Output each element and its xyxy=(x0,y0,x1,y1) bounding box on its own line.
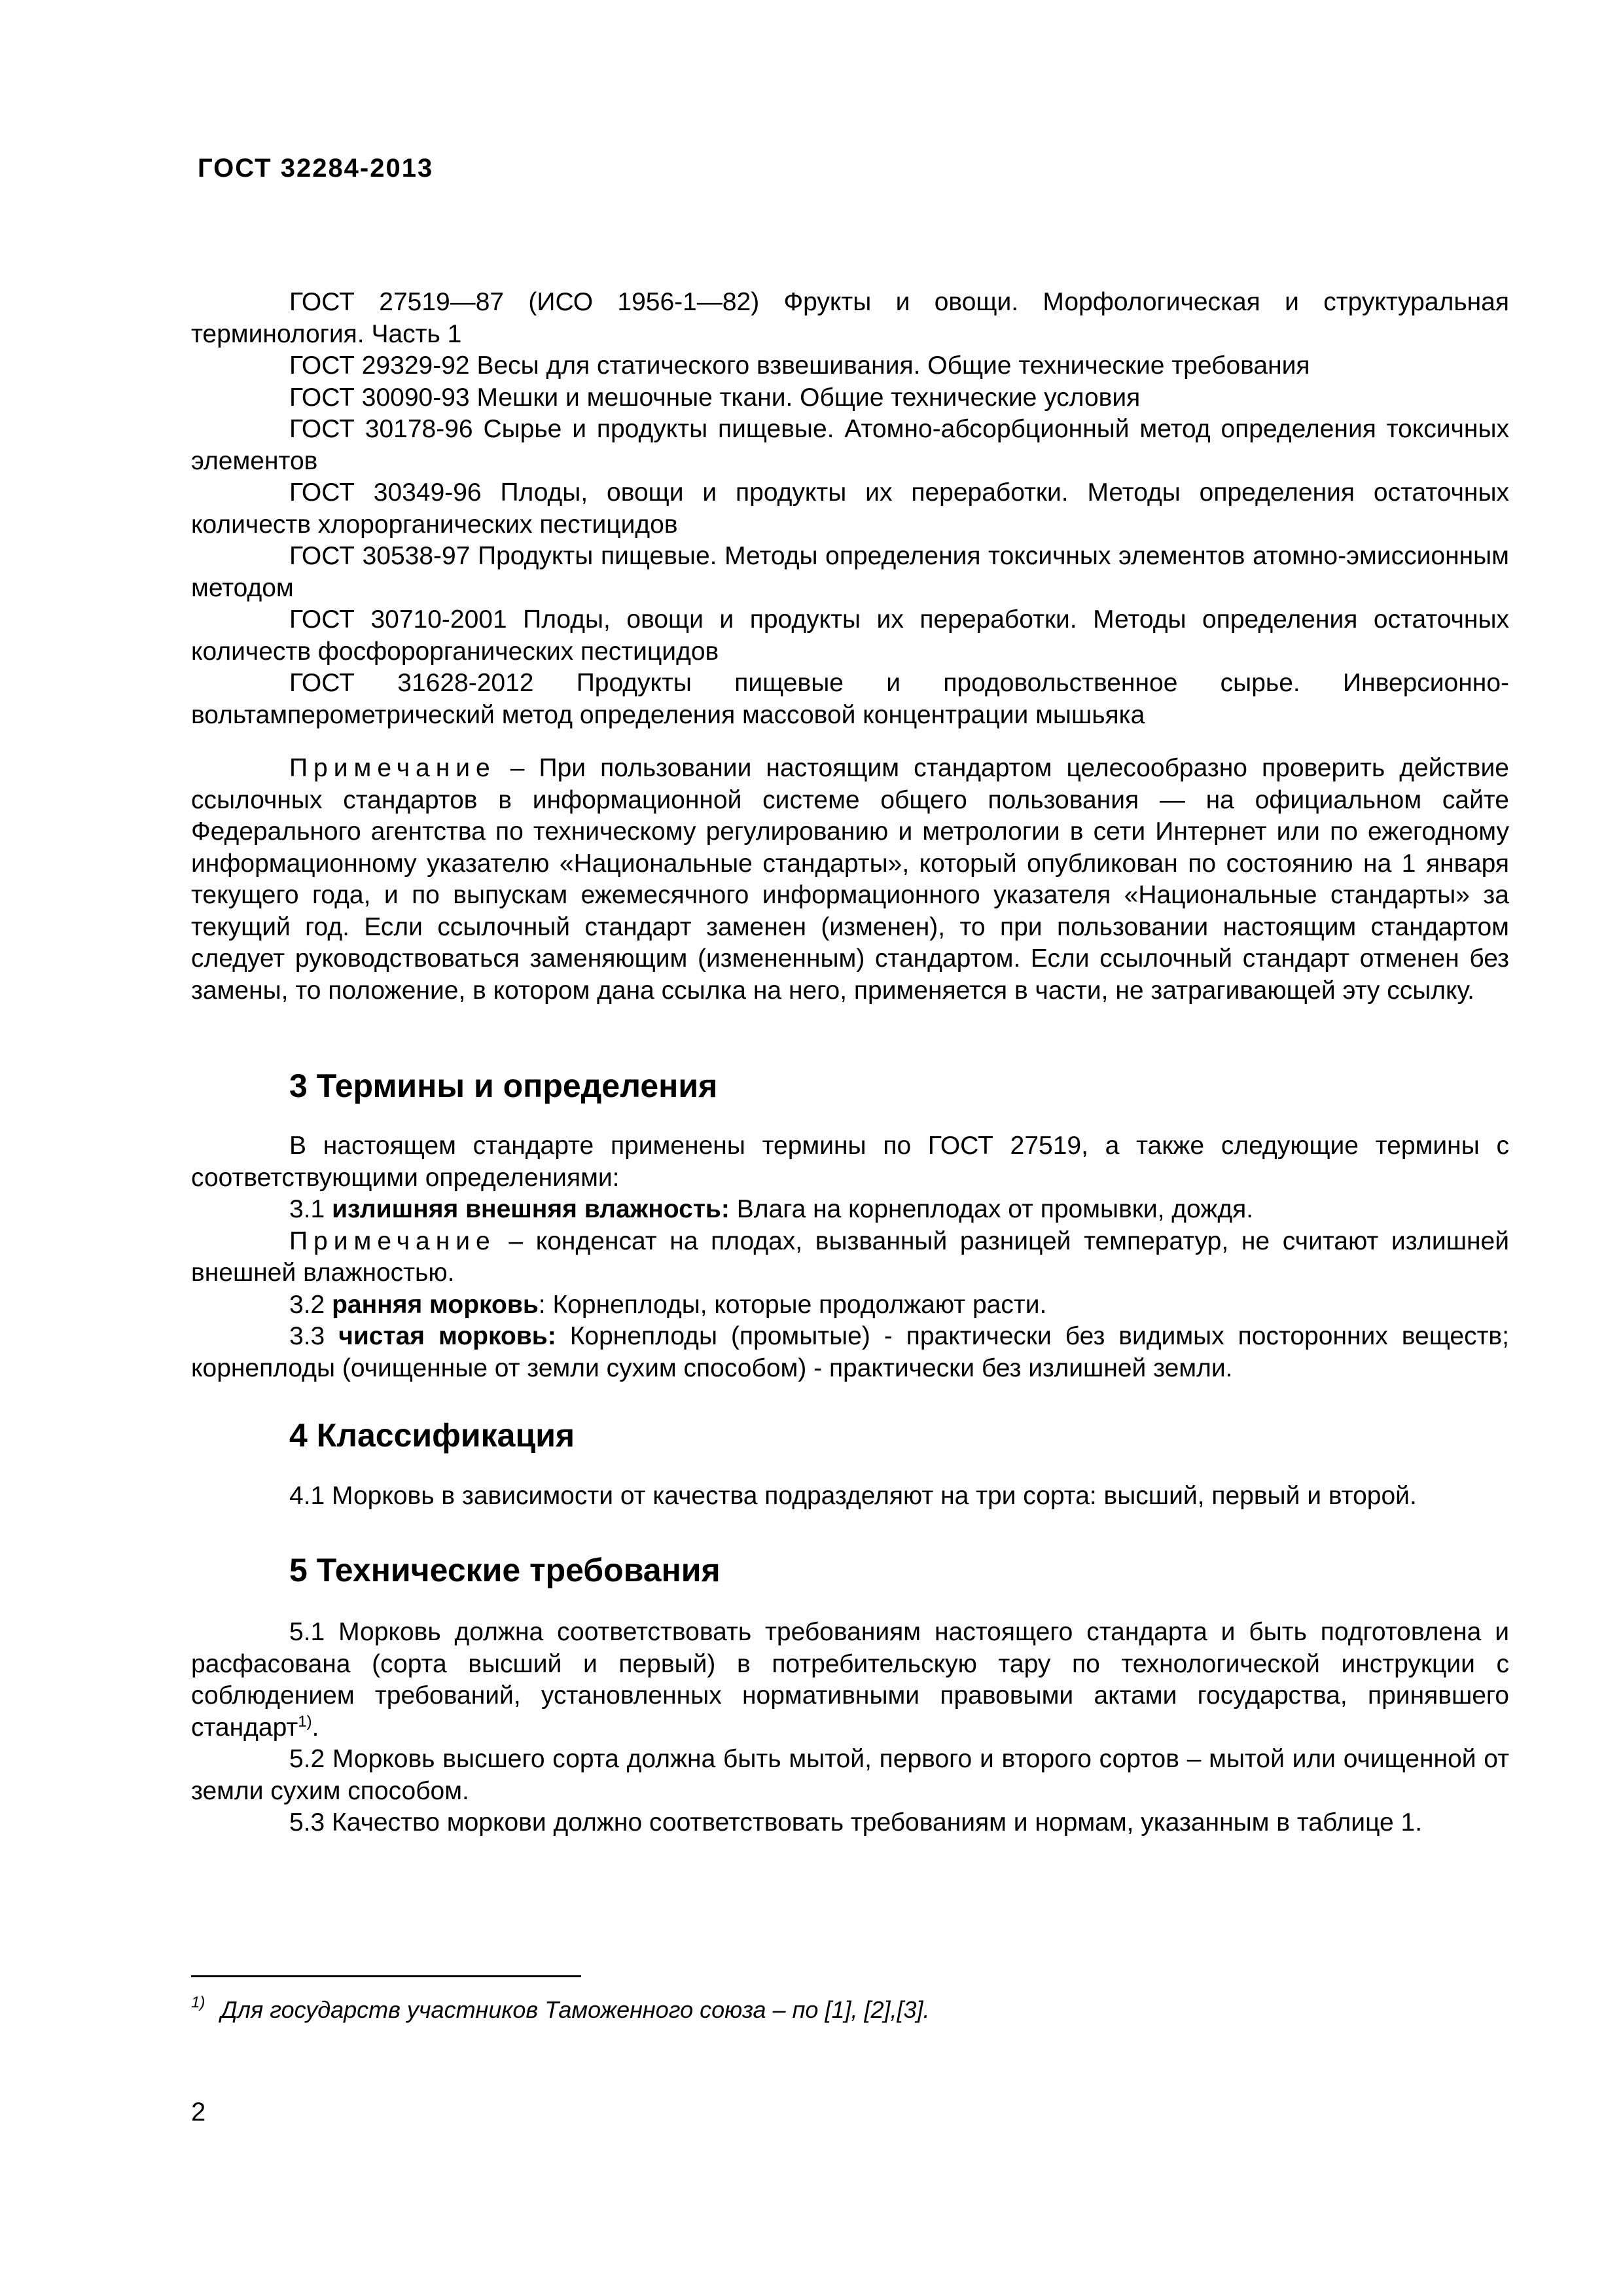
footnote-separator xyxy=(191,1975,581,1977)
term-number: 3.3 xyxy=(289,1322,339,1350)
note-text: – конденсат на плодах, вызванный разницей температур, не считают излишней внешней влажностью. xyxy=(191,1227,1509,1287)
section-5-body xyxy=(191,1617,1509,1839)
footnote-text: Для государств участников Таможенного союза – по [1], [2],[3]. xyxy=(221,1996,930,2023)
clause-text: 5.1 Морковь должна соответствовать требованиям настоящего стандарта и быть подготовлена и расфасована (сорта высший и первый) в потребительскую тару по технологической инструкции с соблюдением требований, установленных нормативными правовыми актами государства, принявшего стандарт xyxy=(191,1618,1509,1742)
reference-item: ГОСТ 30178-96 Сырье и продукты пищевые. Атомно-абсорбционный метод определения токсичных элементов xyxy=(191,415,1509,475)
term-name: ранняя морковь xyxy=(332,1290,539,1319)
term-name: излишняя внешняя влажность: xyxy=(332,1195,730,1223)
section-5-heading: 5 Технические требования xyxy=(289,1552,721,1588)
term-note xyxy=(191,1226,1509,1289)
note-text: – При пользовании настоящим стандартом целесообразно проверить действие ссылочных стандартов в информационной системе общего пользования — на официальном сайте Федерального агентства по техническому регулированию и метрологии в сети Интернет или по ежегодному информационному указателю «Национальные стандарты», который опубликован по состоянию на 1 января текущего года, и по выпускам ежемесячного информационного указателя «Национальные стандарты» за текущий год. Если ссылочный стандарт заменен (изменен), то при пользовании настоящим стандартом следует руководствоваться заменяющим (измененным) стандартом. Если ссылочный стандарт отменен без замены, то положение, в котором дана ссылка на него, применяется в части, не затрагивающей эту ссылку. xyxy=(191,754,1509,1005)
footnote-reference: 1) xyxy=(298,1712,312,1731)
note-label: Примечание xyxy=(289,1227,496,1255)
section-3-body xyxy=(191,1130,1509,1384)
term-name: чистая морковь: xyxy=(338,1322,556,1350)
references-note xyxy=(191,753,1509,1007)
clause-5-1 xyxy=(191,1617,1509,1744)
reference-item: ГОСТ 31628-2012 Продукты пищевые и продовольственное сырье. Инверсионно-вольтамперометрический метод определения массовой концентрации мышьяка xyxy=(191,669,1509,729)
footnote-mark: 1) xyxy=(191,1994,205,2011)
reference-item: ГОСТ 30538-97 Продукты пищевые. Методы определения токсичных элементов атомно-эмиссионным методом xyxy=(191,542,1509,602)
term-definition: Влага на корнеплодах от промывки, дождя. xyxy=(729,1195,1254,1223)
term-3-1 xyxy=(191,1194,1509,1226)
term-number: 3.1 xyxy=(289,1195,332,1223)
reference-item: ГОСТ 29329-92 Весы для статического взвешивания. Общие технические требования xyxy=(289,351,1310,380)
reference-item: ГОСТ 30710-2001 Плоды, овощи и продукты их переработки. Методы определения остаточных количеств фосфорорганических пестицидов xyxy=(191,605,1509,666)
section-4-body xyxy=(191,1480,1509,1513)
clause-5-3: 5.3 Качество моркови должно соответствовать требованиям и нормам, указанным в таблице 1. xyxy=(289,1808,1423,1837)
term-number: 3.2 xyxy=(289,1290,332,1319)
term-3-3 xyxy=(191,1321,1509,1384)
document-header: ГОСТ 32284-2013 xyxy=(198,154,434,183)
section-3-heading: 3 Термины и определения xyxy=(289,1067,718,1104)
note-paragraph xyxy=(191,753,1509,1007)
reference-item: ГОСТ 30349-96 Плоды, овощи и продукты их переработки. Методы определения остаточных количеств хлорорганических пестицидов xyxy=(191,478,1509,539)
normative-references xyxy=(191,287,1509,731)
section-4-heading: 4 Классификация xyxy=(289,1417,575,1454)
clause-end: . xyxy=(312,1713,319,1742)
term-definition: : Корнеплоды, которые продолжают расти. xyxy=(538,1290,1047,1319)
footnote xyxy=(191,1996,930,2024)
note-label: Примечание xyxy=(289,754,496,782)
reference-item: ГОСТ 27519—87 (ИСО 1956-1—82) Фрукты и овощи. Морфологическая и структуральная терминология. Часть 1 xyxy=(191,288,1509,348)
term-3-2 xyxy=(191,1289,1509,1321)
term-definition: Корнеплоды (промытые) - практически без видимых посторонних веществ; корнеплоды (очищенные от земли сухим способом) - практически без излишней земли. xyxy=(191,1322,1509,1382)
clause-5-2: 5.2 Морковь высшего сорта должна быть мытой, первого и второго сортов – мытой или очищенной от земли сухим способом. xyxy=(191,1745,1509,1805)
reference-item: ГОСТ 30090-93 Мешки и мешочные ткани. Общие технические условия xyxy=(289,383,1141,412)
section-3-intro: В настоящем стандарте применены термины по ГОСТ 27519, а также следующие термины с соответствующими определениями: xyxy=(191,1132,1509,1192)
clause-4-1: 4.1 Морковь в зависимости от качества подразделяют на три сорта: высший, первый и второй. xyxy=(289,1482,1417,1510)
page-number: 2 xyxy=(191,2098,206,2126)
